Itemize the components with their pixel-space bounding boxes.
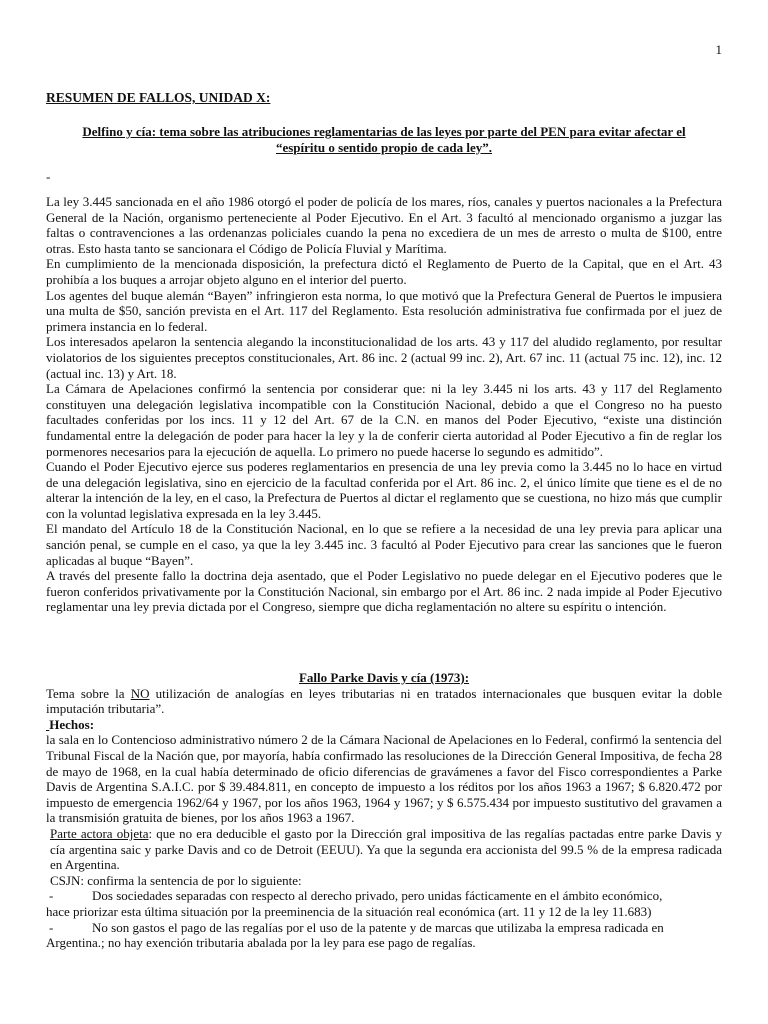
tema-post: utilización de analogías en leyes tributarias ni en tratados internacionales que busquen evitar la doble imputación tributaria”. — [46, 685, 723, 717]
bullet-mark: - — [49, 919, 54, 935]
tema-pre: Tema sobre la — [46, 685, 131, 701]
hechos-label — [46, 717, 722, 733]
hechos-label-text: Hechos: — [49, 716, 95, 732]
case1-paragraph: A través del presente fallo la doctrina deja asentado, que el Poder Legislativo no puede delegar en el Ejecutivo poderes que le fueron conferidos privativamente por la Constitución Nacional, sin embargo por el Art. 86 inc. 2 nada impide al Poder Ejecutivo reglamentar una ley previa dictada por el Congreso, siempre que dicha reglamentación no altere su espíritu o intención. — [46, 568, 722, 615]
document-title: RESUMEN DE FALLOS, UNIDAD X: — [46, 90, 271, 105]
bullet-item — [46, 888, 722, 919]
case1-paragraph: En cumplimiento de la mencionada disposición, la prefectura dictó el Reglamento de Puerto de la Capital, que en el Art. 43 prohibía a los buques a arrojar objeto alguno en el interior del puerto. — [46, 256, 722, 287]
case1-paragraph: La ley 3.445 sancionada en el año 1986 otorgó el poder de policía de los mares, ríos, canales y puertos nacionales a la Prefectura General de la Nación, organismo perteneciente al Poder Ejecutivo. En el Art. 3 facultó al mencionado organismo a juzgar las faltas o contravenciones a las ordenanzas policiales cuando la pena no excediera de un mes de arresto o multa de $100, entre otras. Esto hasta tanto se sancionara el Código de Policía Fluvial y Marítima. — [46, 194, 722, 256]
actora-text: : que no era deducible el gasto por la Dirección gral impositiva de las regalías pactadas entre parke Davis y cía argentina saic y parke Davis and co de Detroit (EEUU). Ya que la segunda era accionista del 99.5 % de la empresa radicada en Argentina. — [50, 825, 722, 873]
case2-tema — [46, 686, 722, 717]
tema-no: NO — [130, 685, 150, 701]
hechos-text: la sala en lo Contencioso administrativo número 2 de la Cámara Nacional de Apelaciones en lo Federal, confirmó la sentencia del Tribunal Fiscal de la Nación que, por mayoría, había confirmado las resoluciones de la Dirección General Impositiva, de fecha 28 de mayo de 1968, en la cual había determinado de oficio diferencias de gravámenes a favor del Fisco correspondientes a Parke Davis de Argentina S.A.I.C. por $ 39.484.811, en concepto de impuesto a los réditos por los años 1963 a 1967; $ 6.820.472 por impuesto de emergencia 1962/64 y 1967, por los años 1963, 1964 y 1967; y $ 6.575.434 por impuesto sustitutivo del gravamen a la transmisión gratuita de bienes, por los años 1963 a 1967. — [46, 732, 722, 826]
case2-section — [46, 670, 722, 951]
csjn-text: CSJN: confirma la sentencia de por lo siguiente: — [50, 872, 302, 888]
dash-marker: - — [46, 169, 51, 184]
case2-title: Fallo Parke Davis y cía (1973): — [298, 670, 470, 685]
actora-paragraph — [46, 826, 722, 873]
page-number: 1 — [715, 42, 722, 57]
actora-label: Parte actora objeta — [50, 825, 149, 841]
case1-paragraph: Los agentes del buque alemán “Bayen” infringieron esta norma, lo que motivó que la Prefectura General de Puertos le impusiera una multa de $50, sanción prevista en el Art. 117 del Reglamento. Esta resolución administrativa fue confirmada por el juez de primera instancia en lo federal. — [46, 287, 722, 334]
bullet-first-line: No son gastos el pago de las regalías por el uso de la patente y de marcas que utilizaba la empresa radicada en — [92, 919, 664, 935]
case1-section — [46, 90, 722, 615]
bullet-rest: hace priorizar esta última situación por la preeminencia de la situación real económica (art. 11 y 12 de la ley 11.683) — [46, 903, 652, 919]
case1-subtitle-line2: “espíritu o sentido propio de cada ley”. — [275, 139, 493, 155]
case1-subtitle — [46, 124, 722, 155]
bullet-item — [46, 920, 722, 951]
case1-paragraph: Los interesados apelaron la sentencia alegando la inconstitucionalidad de los arts. 43 y 117 del aludido reglamento, por resultar violatorios de los siguientes preceptos constitucionales, Art. 86 inc. 2 (actual 99 inc. 2), Art. 67 inc. 11 (actual 75 inc. 12), inc. 12 (actual inc. 13) y Art. 18. — [46, 334, 722, 381]
case1-paragraph: Cuando el Poder Ejecutivo ejerce sus poderes reglamentarios en presencia de una ley previa como la 3.445 no lo hace en virtud de una delegación legislativa, sino en ejercicio de la facultad conferida por el Art. 86 inc. 2, el único límite que tiene es el de no alterar la intención de la ley, en el caso, la Prefectura de Puertos al dictar el reglamento que se cuestiona, no hizo más que cumplir con la voluntad legislativa expresada en la ley 3.445. — [46, 459, 722, 521]
case1-paragraph: La Cámara de Apelaciones confirmó la sentencia por considerar que: ni la ley 3.445 ni los arts. 43 y 117 del Reglamento constituyen una delegación legislativa incompatible con la Constitución Nacional, debido a que el Congreso no ha puesto facultades conferidas por los incs. 11 y 12 del Art. 67 de la C.N. en manos del Poder Ejecutivo, “existe una distinción fundamental entre la delegación de poder para hacer la ley y la de conferir cierta autoridad al Poder Ejecutivo a fin de reglar los pormenores necesarios para la ejecución de aquella. Lo primero no puede hacerse lo segundo es admitido”. — [46, 381, 722, 459]
bullet-rest: Argentina.; no hay exención tributaria abalada por la ley para ese pago de regalías. — [46, 935, 476, 951]
case1-body — [46, 194, 722, 615]
bullet-first-line: Dos sociedades separadas con respecto al derecho privado, pero unidas fácticamente en el ámbito económico, — [92, 888, 663, 904]
case1-paragraph: El mandato del Artículo 18 de la Constitución Nacional, en lo que se refiere a la necesidad de una ley previa para aplicar una sanción penal, se cumple en el caso, ya que la ley 3.445 inc. 3 facultó al Poder Ejecutivo para crear las sanciones que le fueron aplicadas al buque “Bayen”. — [46, 521, 722, 568]
bullet-mark: - — [49, 888, 54, 904]
case1-subtitle-line1: Delfino y cía: tema sobre las atribuciones reglamentarias de las leyes por parte del PEN para evitar afectar el — [82, 124, 686, 139]
